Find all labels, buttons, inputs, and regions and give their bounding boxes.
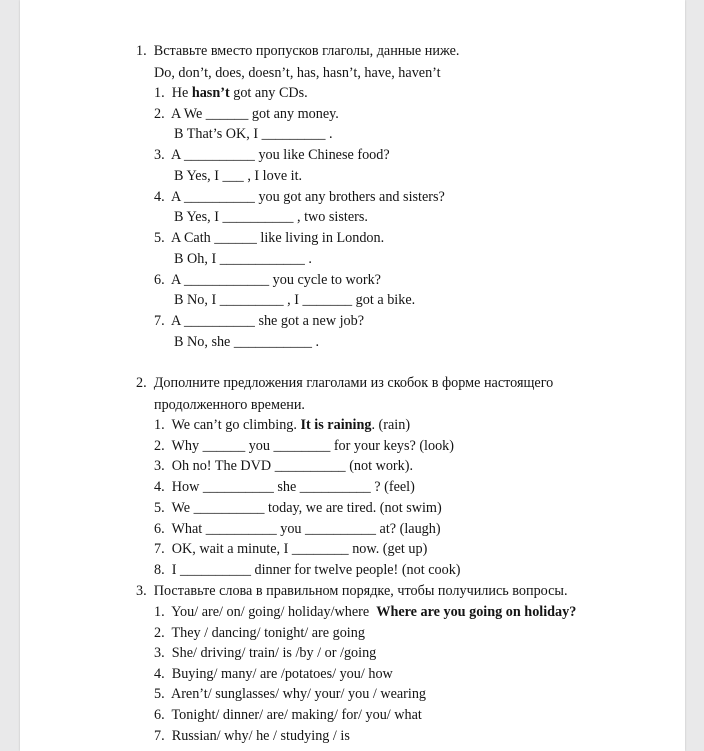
line-text: 5. We __________ today, we are tired. (not swim)	[154, 500, 442, 516]
line-text: . (rain)	[371, 417, 411, 433]
line-text: 8. I __________ dinner for twelve people! (not cook)	[154, 562, 461, 578]
answer-example: hasn’t	[191, 85, 230, 101]
text-line	[154, 229, 384, 247]
text-line	[154, 105, 339, 123]
line-text: 6. A ____________ you cycle to work?	[154, 272, 381, 288]
text-line	[154, 685, 426, 703]
line-text: 1. You/ are/ on/ going/ holiday/where	[154, 604, 377, 620]
text-line	[174, 167, 302, 185]
line-text: 3. Oh no! The DVD __________ (not work).	[154, 458, 414, 474]
text-line	[154, 706, 422, 724]
text-line	[174, 291, 415, 309]
text-line	[154, 396, 305, 414]
text-line	[136, 582, 568, 600]
line-text: 3. A __________ you like Chinese food?	[154, 147, 390, 163]
line-text: 4. A __________ you got any brothers and sisters?	[154, 189, 445, 205]
text-line	[154, 437, 454, 455]
line-text: B No, I _________ , I _______ got a bike.	[174, 292, 416, 308]
text-line	[154, 727, 350, 745]
text-line	[154, 665, 393, 683]
line-text: Do, don’t, does, doesn’t, has, hasn’t, have, haven’t	[154, 65, 441, 81]
text-line	[174, 250, 312, 268]
line-text: B Yes, I ___ , I love it.	[174, 168, 303, 184]
line-text: 7. A __________ she got a new job?	[154, 313, 365, 329]
line-text: 1. Вставьте вместо пропусков глаголы, данные ниже.	[136, 43, 460, 59]
line-text: 5. Aren’t/ sunglasses/ why/ your/ you / wearing	[154, 686, 427, 702]
text-line	[154, 520, 441, 538]
text-line	[154, 624, 365, 642]
text-line	[154, 644, 376, 662]
text-line	[154, 146, 390, 164]
text-line	[154, 188, 445, 206]
text-line	[174, 333, 319, 351]
text-line	[154, 499, 442, 517]
text-line	[174, 125, 333, 143]
line-text: 2. A We ______ got any money.	[154, 106, 339, 122]
line-text: 7. Russian/ why/ he / studying / is	[154, 728, 350, 744]
line-text: 1. He	[154, 85, 192, 101]
line-text: 3. She/ driving/ train/ is /by / or /going	[154, 645, 377, 661]
text-line	[136, 42, 459, 60]
line-text: продолженного времени.	[154, 397, 305, 413]
text-line	[174, 208, 368, 226]
text-line	[136, 374, 553, 392]
answer-example: It is raining	[300, 417, 372, 433]
text-line	[154, 416, 410, 434]
answer-example: Where are you going on holiday?	[376, 604, 577, 620]
line-text: 4. How __________ she __________ ? (feel)	[154, 479, 415, 495]
line-text: 6. What __________ you __________ at? (laugh)	[154, 521, 441, 537]
line-text: B Oh, I ____________ .	[174, 251, 312, 267]
text-line	[154, 312, 364, 330]
line-text: 6. Tonight/ dinner/ are/ making/ for/ you/ what	[154, 707, 422, 723]
line-text: got any CDs.	[229, 85, 308, 101]
text-line	[154, 540, 427, 558]
line-text: B That’s OK, I _________ .	[174, 126, 333, 142]
line-text: 3. Поставьте слова в правильном порядке, чтобы получились вопросы.	[136, 583, 568, 599]
text-line	[154, 64, 441, 82]
line-text: 2. They / dancing/ tonight/ are going	[154, 625, 365, 641]
text-line	[154, 84, 308, 102]
worksheet-page	[20, 0, 685, 751]
line-text: 2. Дополните предложения глаголами из скобок в форме настоящего	[136, 375, 554, 391]
text-line	[154, 478, 415, 496]
line-text: 1. We can’t go climbing.	[154, 417, 301, 433]
line-text: 2. Why ______ you ________ for your keys? (look)	[154, 438, 455, 454]
line-text: 7. OK, wait a minute, I ________ now. (get up)	[154, 541, 428, 557]
line-text: 5. A Cath ______ like living in London.	[154, 230, 385, 246]
text-line	[154, 561, 461, 579]
line-text: 4. Buying/ many/ are /potatoes/ you/ how	[154, 666, 393, 682]
line-text: B Yes, I __________ , two sisters.	[174, 209, 368, 225]
text-line	[154, 271, 381, 289]
line-text: B No, she ___________ .	[174, 334, 320, 350]
text-line	[154, 603, 576, 621]
text-line	[154, 457, 413, 475]
